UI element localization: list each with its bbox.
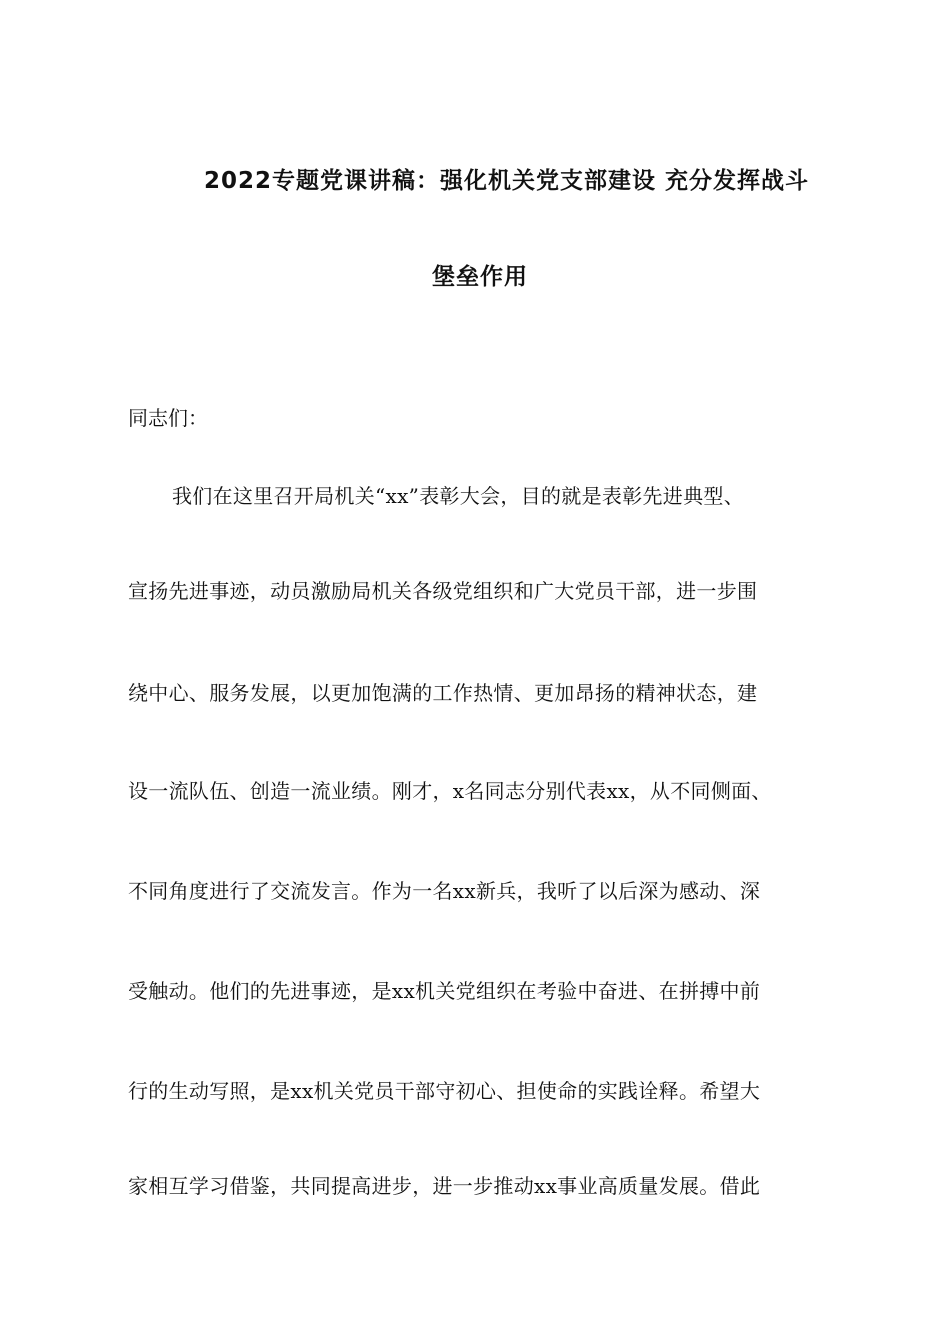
salutation: 同志们： [128, 406, 208, 430]
body-line: 家相互学习借鉴，共同提高进步，进一步推动xx事业高质量发展。借此 [128, 1174, 761, 1198]
body-line: 行的生动写照，是xx机关党员干部守初心、担使命的实践诠释。希望大 [128, 1079, 761, 1103]
document-title-line-1: 2022专题党课讲稿：强化机关党支部建设 充分发挥战斗 [204, 168, 810, 194]
body-line: 设一流队伍、创造一流业绩。刚才，x名同志分别代表xx，从不同侧面、 [128, 779, 772, 803]
document-title-line-2: 堡垒作用 [432, 264, 528, 290]
body-line: 宣扬先进事迹，动员激励局机关各级党组织和广大党员干部，进一步围 [128, 579, 758, 603]
body-line: 绕中心、服务发展，以更加饱满的工作热情、更加昂扬的精神状态，建 [128, 681, 758, 705]
body-line: 受触动。他们的先进事迹，是xx机关党组织在考验中奋进、在拼搏中前 [128, 979, 761, 1003]
body-line: 我们在这里召开局机关“xx”表彰大会，目的就是表彰先进典型、 [172, 484, 745, 508]
body-line: 不同角度进行了交流发言。作为一名xx新兵，我听了以后深为感动、深 [128, 879, 761, 903]
